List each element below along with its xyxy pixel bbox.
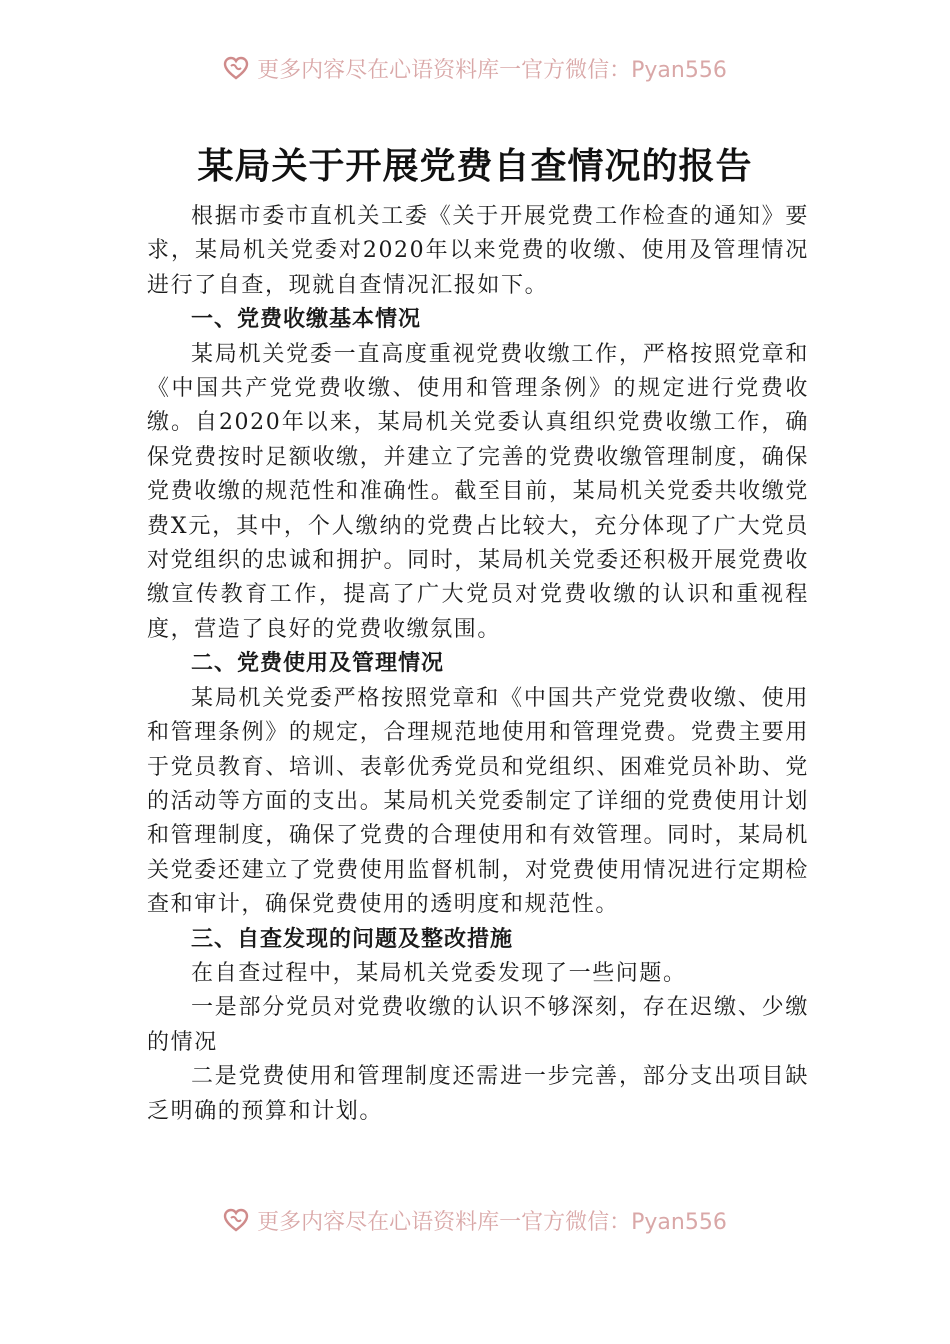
section-3 [147, 923, 809, 1129]
watermark-top [0, 50, 950, 86]
section-paragraph: 二是党费使用和管理制度还需进一步完善，部分支出项目缺乏明确的预算和计划。 [147, 1064, 809, 1124]
document-body [147, 200, 809, 1129]
section-paragraph: 在自查过程中，某局机关党委发现了一些问题。 [191, 960, 687, 986]
heart-logo-icon [223, 55, 249, 81]
section-heading: 三、自查发现的问题及整改措施 [191, 926, 514, 952]
watermark-text: 更多内容尽在心语资料库一官方微信：Pyan556 [257, 1209, 727, 1235]
section-2 [147, 647, 809, 922]
section-heading: 二、党费使用及管理情况 [191, 651, 445, 677]
watermark-text: 更多内容尽在心语资料库一官方微信：Pyan556 [257, 57, 727, 83]
section-heading: 一、党费收缴基本情况 [191, 307, 422, 333]
section-1 [147, 303, 809, 647]
watermark-bottom [0, 1202, 950, 1238]
document-title: 某局关于开展党费自查情况的报告 [197, 145, 753, 187]
section-paragraph: 一是部分党员对党费收缴的认识不够深刻，存在迟缴、少缴的情况 [147, 995, 809, 1055]
heart-logo-icon [223, 1207, 249, 1233]
section-paragraph: 某局机关党委严格按照党章和《中国共产党党费收缴、使用和管理条例》的规定，合理规范地使用和管理党费。党费主要用于党员教育、培训、表彰优秀党员和党组织、困难党员补助、党的活动等方面的支出。某局机关党委制定了详细的党费使用计划和管理制度，确保了党费的合理使用和有效管理。同时，某局机关党委还建立了党费使用监督机制，对党费使用情况进行定期检查和审计，确保党费使用的透明度和规范性。 [147, 685, 809, 918]
section-paragraph: 某局机关党委一直高度重视党费收缴工作，严格按照党章和《中国共产党党费收缴、使用和管理条例》的规定进行党费收缴。自2020年以来，某局机关党委认真组织党费收缴工作，确保党费按时足额收缴，并建立了完善的党费收缴管理制度，确保党费收缴的规范性和准确性。截至目前，某局机关党委共收缴党费X元，其中，个人缴纳的党费占比较大，充分体现了广大党员对党组织的忠诚和拥护。同时，某局机关党委还积极开展党费收缴宣传教育工作，提高了广大党员对党费收缴的认识和重视程度，营造了良好的党费收缴氛围。 [147, 341, 809, 642]
intro-paragraph: 根据市委市直机关工委《关于开展党费工作检查的通知》要求，某局机关党委对2020年以来党费的收缴、使用及管理情况进行了自查，现就自查情况汇报如下。 [147, 204, 809, 298]
